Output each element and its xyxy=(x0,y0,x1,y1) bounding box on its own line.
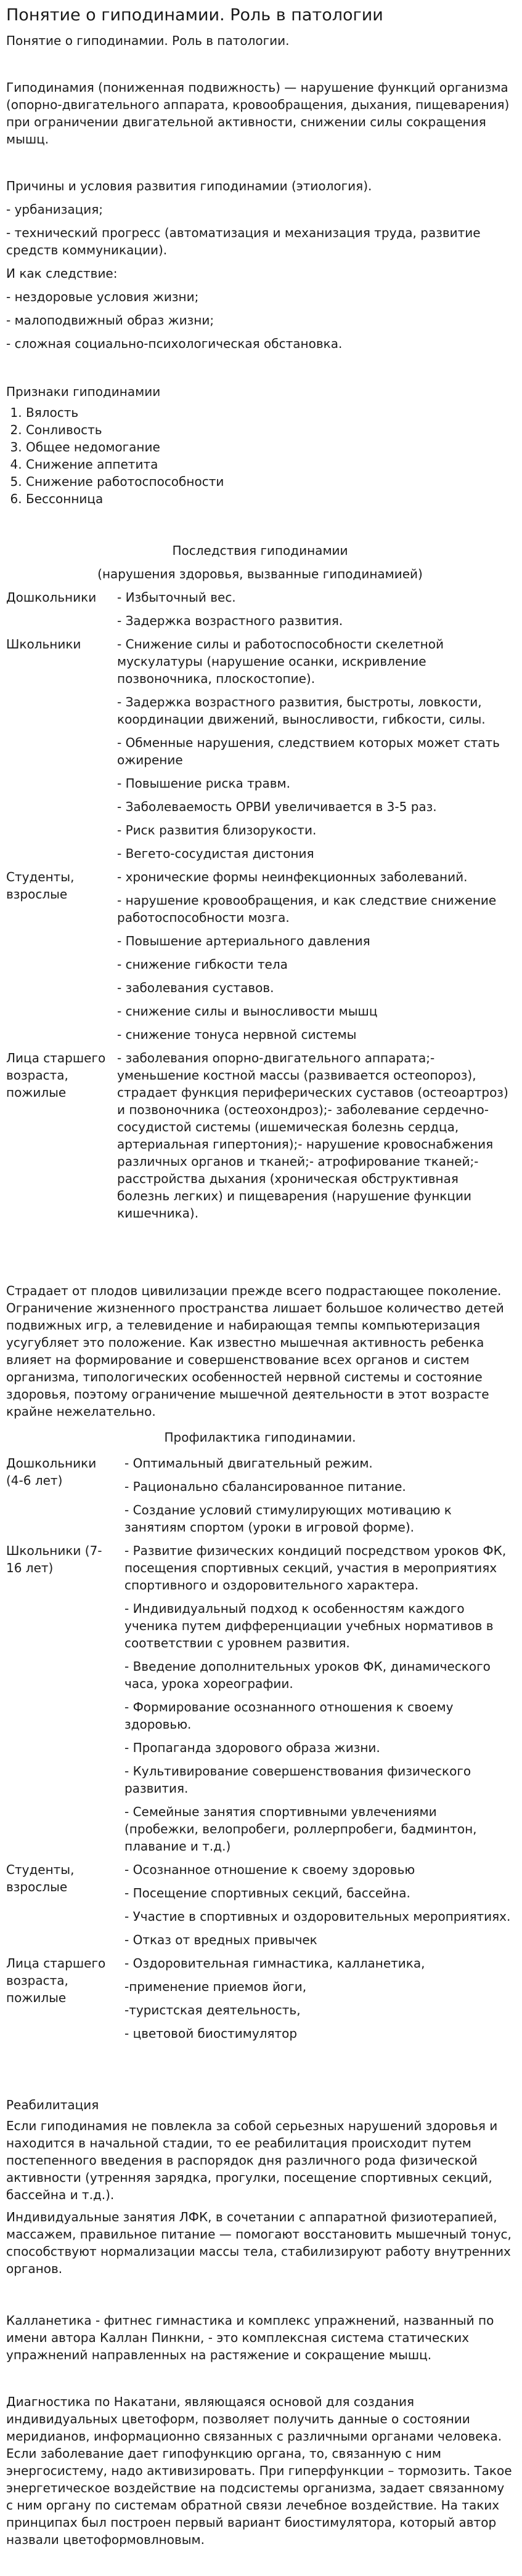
sign-item: 4. Снижение аппетита xyxy=(26,456,514,473)
list-item: - снижение тонуса нервной системы xyxy=(117,1027,357,1042)
list-item: - снижение гибкости тела xyxy=(117,957,288,972)
list-item: - Заболеваемость ОРВИ увеличивается в 3-5 раз. xyxy=(117,799,437,814)
rehabilitation-heading: Реабилитация xyxy=(6,2098,99,2112)
list-item: - Развитие физических кондиций посредством уроков ФК, посещения спортивных секций, участия в мероприятиях спортивного и оздоровительного характера. xyxy=(124,1543,507,1593)
cause-item: - сложная социально-психологическая обстановка. xyxy=(6,336,343,351)
group-label: Дошкольники (4-6 лет) xyxy=(6,1456,97,1488)
list-item: - Задержка возрастного развития. xyxy=(117,613,343,628)
list-item: - Повышение риска травм. xyxy=(117,776,290,791)
cause-item: - нездоровые условия жизни; xyxy=(6,289,199,304)
subtitle: Понятие о гиподинамии. Роль в патологии. xyxy=(6,33,290,48)
group-label: Студенты, взрослые xyxy=(6,870,75,902)
group-label: Школьники xyxy=(6,637,81,652)
consequences-table xyxy=(6,589,514,1228)
group-label: Лица старшего возраста, пожилые xyxy=(6,1956,106,2005)
prevention-heading: Профилактика гиподинамии. xyxy=(164,1430,356,1445)
consequences-subheading: (нарушения здоровья, вызванные гиподинамией) xyxy=(97,567,423,581)
table-row xyxy=(6,636,514,868)
cause-item: - малоподвижный образ жизни; xyxy=(6,313,214,328)
table-row xyxy=(6,1955,514,2048)
signs-list xyxy=(6,404,514,507)
list-item: - Введение дополнительных уроков ФК, динамического часа, урока хореографии. xyxy=(124,1659,491,1691)
list-item: - снижение силы и выносливости мышц xyxy=(117,1004,378,1019)
list-item: - нарушение кровообращения, и как следствие снижение работоспособности мозга. xyxy=(117,893,497,925)
civilization-paragraph: Страдает от плодов цивилизации прежде всего подрастающее поколение. Ограничение жизненного пространства лишает большое количество детей подвижных игр, а телевидение и набирающая темпы компьютеризация усугубляет это положение. Как известно мышечная активность ребенка влияет на формирование и совершенствование всех органов и систем организма, типологических особенностей нервной системы и состояние здоровья, поэтому ограничение мышечной деятельности в этот возрасте крайне нежелательно. xyxy=(6,1283,504,1419)
nakatani-paragraph: Диагностика по Накатани, являющаяся основой для создания индивидуальных цветоформ, позволяет получить данные о состоянии меридианов, информационно связанных с различными органами человека. Если заболевание дает гипофункцию органа, то, связанную с ним энергосистему, надо активизировать. При гиперфункции – тормозить. Такое энергетическое воздействие на подсистемы организма, задает связанному с ним органу по системам обратной связи лечебное воздействие. На таких принципах был построен первый вариант биостимулятора, который автор назвали цветоформовлновым. xyxy=(6,2394,512,2547)
table-row xyxy=(6,868,514,1049)
list-item: - Семейные занятия спортивными увлечениями (пробежки, велопробеги, роллерпробеги, бадминтон, плавание и т.д.) xyxy=(124,1804,477,1854)
list-item: - Создание условий стимулирующих мотивацию к занятиям спортом (уроки в игровой форме). xyxy=(124,1503,452,1535)
list-item: -туристская деятельность, xyxy=(124,2003,301,2017)
list-item: - хронические формы неинфекционных заболеваний. xyxy=(117,870,468,884)
table-row xyxy=(6,1542,514,1861)
group-label: Студенты, взрослые xyxy=(6,1862,75,1894)
list-item: - Избыточный вес. xyxy=(117,590,236,605)
table-row xyxy=(6,589,514,636)
list-item: - Вегето-сосудистая дистония xyxy=(117,846,314,861)
table-row xyxy=(6,1455,514,1542)
sign-item: 3. Общее недомогание xyxy=(26,438,514,456)
list-item: - Отказ от вредных привычек xyxy=(124,1932,317,1947)
definition-paragraph: Гиподинамия (пониженная подвижность) — нарушение функций организма (опорно-двигательного аппарата, кровообращения, дыхания, пищеварения) при ограничении двигательной активности, снижении силы сокращения мышц. xyxy=(6,80,510,147)
signs-heading: Признаки гиподинамии xyxy=(6,384,161,399)
page-title: Понятие о гиподинамии. Роль в патологии xyxy=(6,6,383,25)
sign-item: 5. Снижение работоспособности xyxy=(26,473,514,490)
callanetics-paragraph: Калланетика - фитнес гимнастика и комплекс упражнений, названный по имени автора Каллан Пинкни, - это комплексная система статических упражнений направленных на растяжение и сокращение мышц. xyxy=(6,2313,494,2362)
causes-heading: Причины и условия развития гиподинамии (этиология). xyxy=(6,179,372,193)
list-item: - заболевания опорно-двигательного аппарата;- уменьшение костной массы (развивается остеопороз), страдает функция периферических суставов (остеоартроз) и позвоночника (остеохондроз);- заболевание сердечно-сосудистой системы (ишемическая болезнь сердца, артериальная гипертония);- нарушение кровоснабжения различных органов и тканей;- атрофирование тканей;- расстройства дыхания (хроническая обструктивная болезнь легких) и пищеварения (нарушение функции кишечника). xyxy=(117,1051,508,1221)
list-item: - цветовой биостимулятор xyxy=(124,2026,298,2041)
rehabilitation-paragraph: Индивидуальные занятия ЛФК, в сочетании с аппаратной физиотерапией, массажем, правильное питание — помогают восстановить мышечный тонус, способствуют нормализации массы тела, стабилизируют работу внутренних органов. xyxy=(6,2210,512,2276)
list-item: - Повышение артериального давления xyxy=(117,934,370,948)
cause-item: - технический прогресс (автоматизация и механизация труда, развитие средств коммуникации). xyxy=(6,225,481,257)
table-row xyxy=(6,1049,514,1228)
list-item: - Оптимальный двигательный режим. xyxy=(124,1456,373,1471)
sign-item: 1. Вялость xyxy=(26,404,514,421)
group-label: Лица старшего возраста, пожилые xyxy=(6,1051,106,1100)
list-item: -применение приемов йоги, xyxy=(124,1979,307,1994)
cause-item: - урбанизация; xyxy=(6,202,104,217)
cause-item: И как следствие: xyxy=(6,266,118,281)
list-item: - Формирование осознанного отношения к своему здоровью. xyxy=(124,1700,454,1732)
list-item: - заболевания суставов. xyxy=(117,980,274,995)
list-item: - Индивидуальный подход к особенностям каждого ученика путем дифференциации учебных нормативов в соответствии с уровнем развития. xyxy=(124,1601,494,1650)
list-item: - Пропаганда здорового образа жизни. xyxy=(124,1740,380,1755)
group-label: Школьники (7-16 лет) xyxy=(6,1543,102,1575)
list-item: - Осознанное отношение к своему здоровью xyxy=(124,1862,415,1877)
list-item: - Культивирование совершенствования физического развития. xyxy=(124,1764,471,1796)
list-item: - Посещение спортивных секций, бассейна. xyxy=(124,1886,410,1900)
rehabilitation-paragraph: Если гиподинамия не повлекла за собой серьезных нарушений здоровья и находится в начальной стадии, то ее реабилитация происходит путем постепенного введения в распорядок дня различного рода физической активности (утренняя зарядка, прогулки, посещение спортивных секций, бассейна и т.д.). xyxy=(6,2118,498,2202)
prevention-table xyxy=(6,1455,514,2048)
sign-item: 2. Сонливость xyxy=(26,421,514,438)
list-item: - Снижение силы и работоспособности скелетной мускулатуры (нарушение осанки, искривление позвоночника, плоскостопие). xyxy=(117,637,444,686)
list-item: - Обменные нарушения, следствием которых может стать ожирение xyxy=(117,735,500,767)
consequences-heading: Последствия гиподинамии xyxy=(172,543,348,558)
sign-item: 6. Бессонница xyxy=(26,490,514,507)
table-row xyxy=(6,1861,514,1955)
list-item: - Риск развития близорукости. xyxy=(117,823,317,838)
list-item: - Рационально сбалансированное питание. xyxy=(124,1479,406,1494)
document-page xyxy=(6,0,514,2548)
group-label: Дошкольники xyxy=(6,590,97,605)
list-item: - Задержка возрастного развития, быстроты, ловкости, координации движений, выносливости, гибкости, силы. xyxy=(117,695,486,727)
list-item: - Оздоровительная гимнастика, калланетика, xyxy=(124,1956,425,1971)
list-item: - Участие в спортивных и оздоровительных мероприятиях. xyxy=(124,1909,511,1924)
